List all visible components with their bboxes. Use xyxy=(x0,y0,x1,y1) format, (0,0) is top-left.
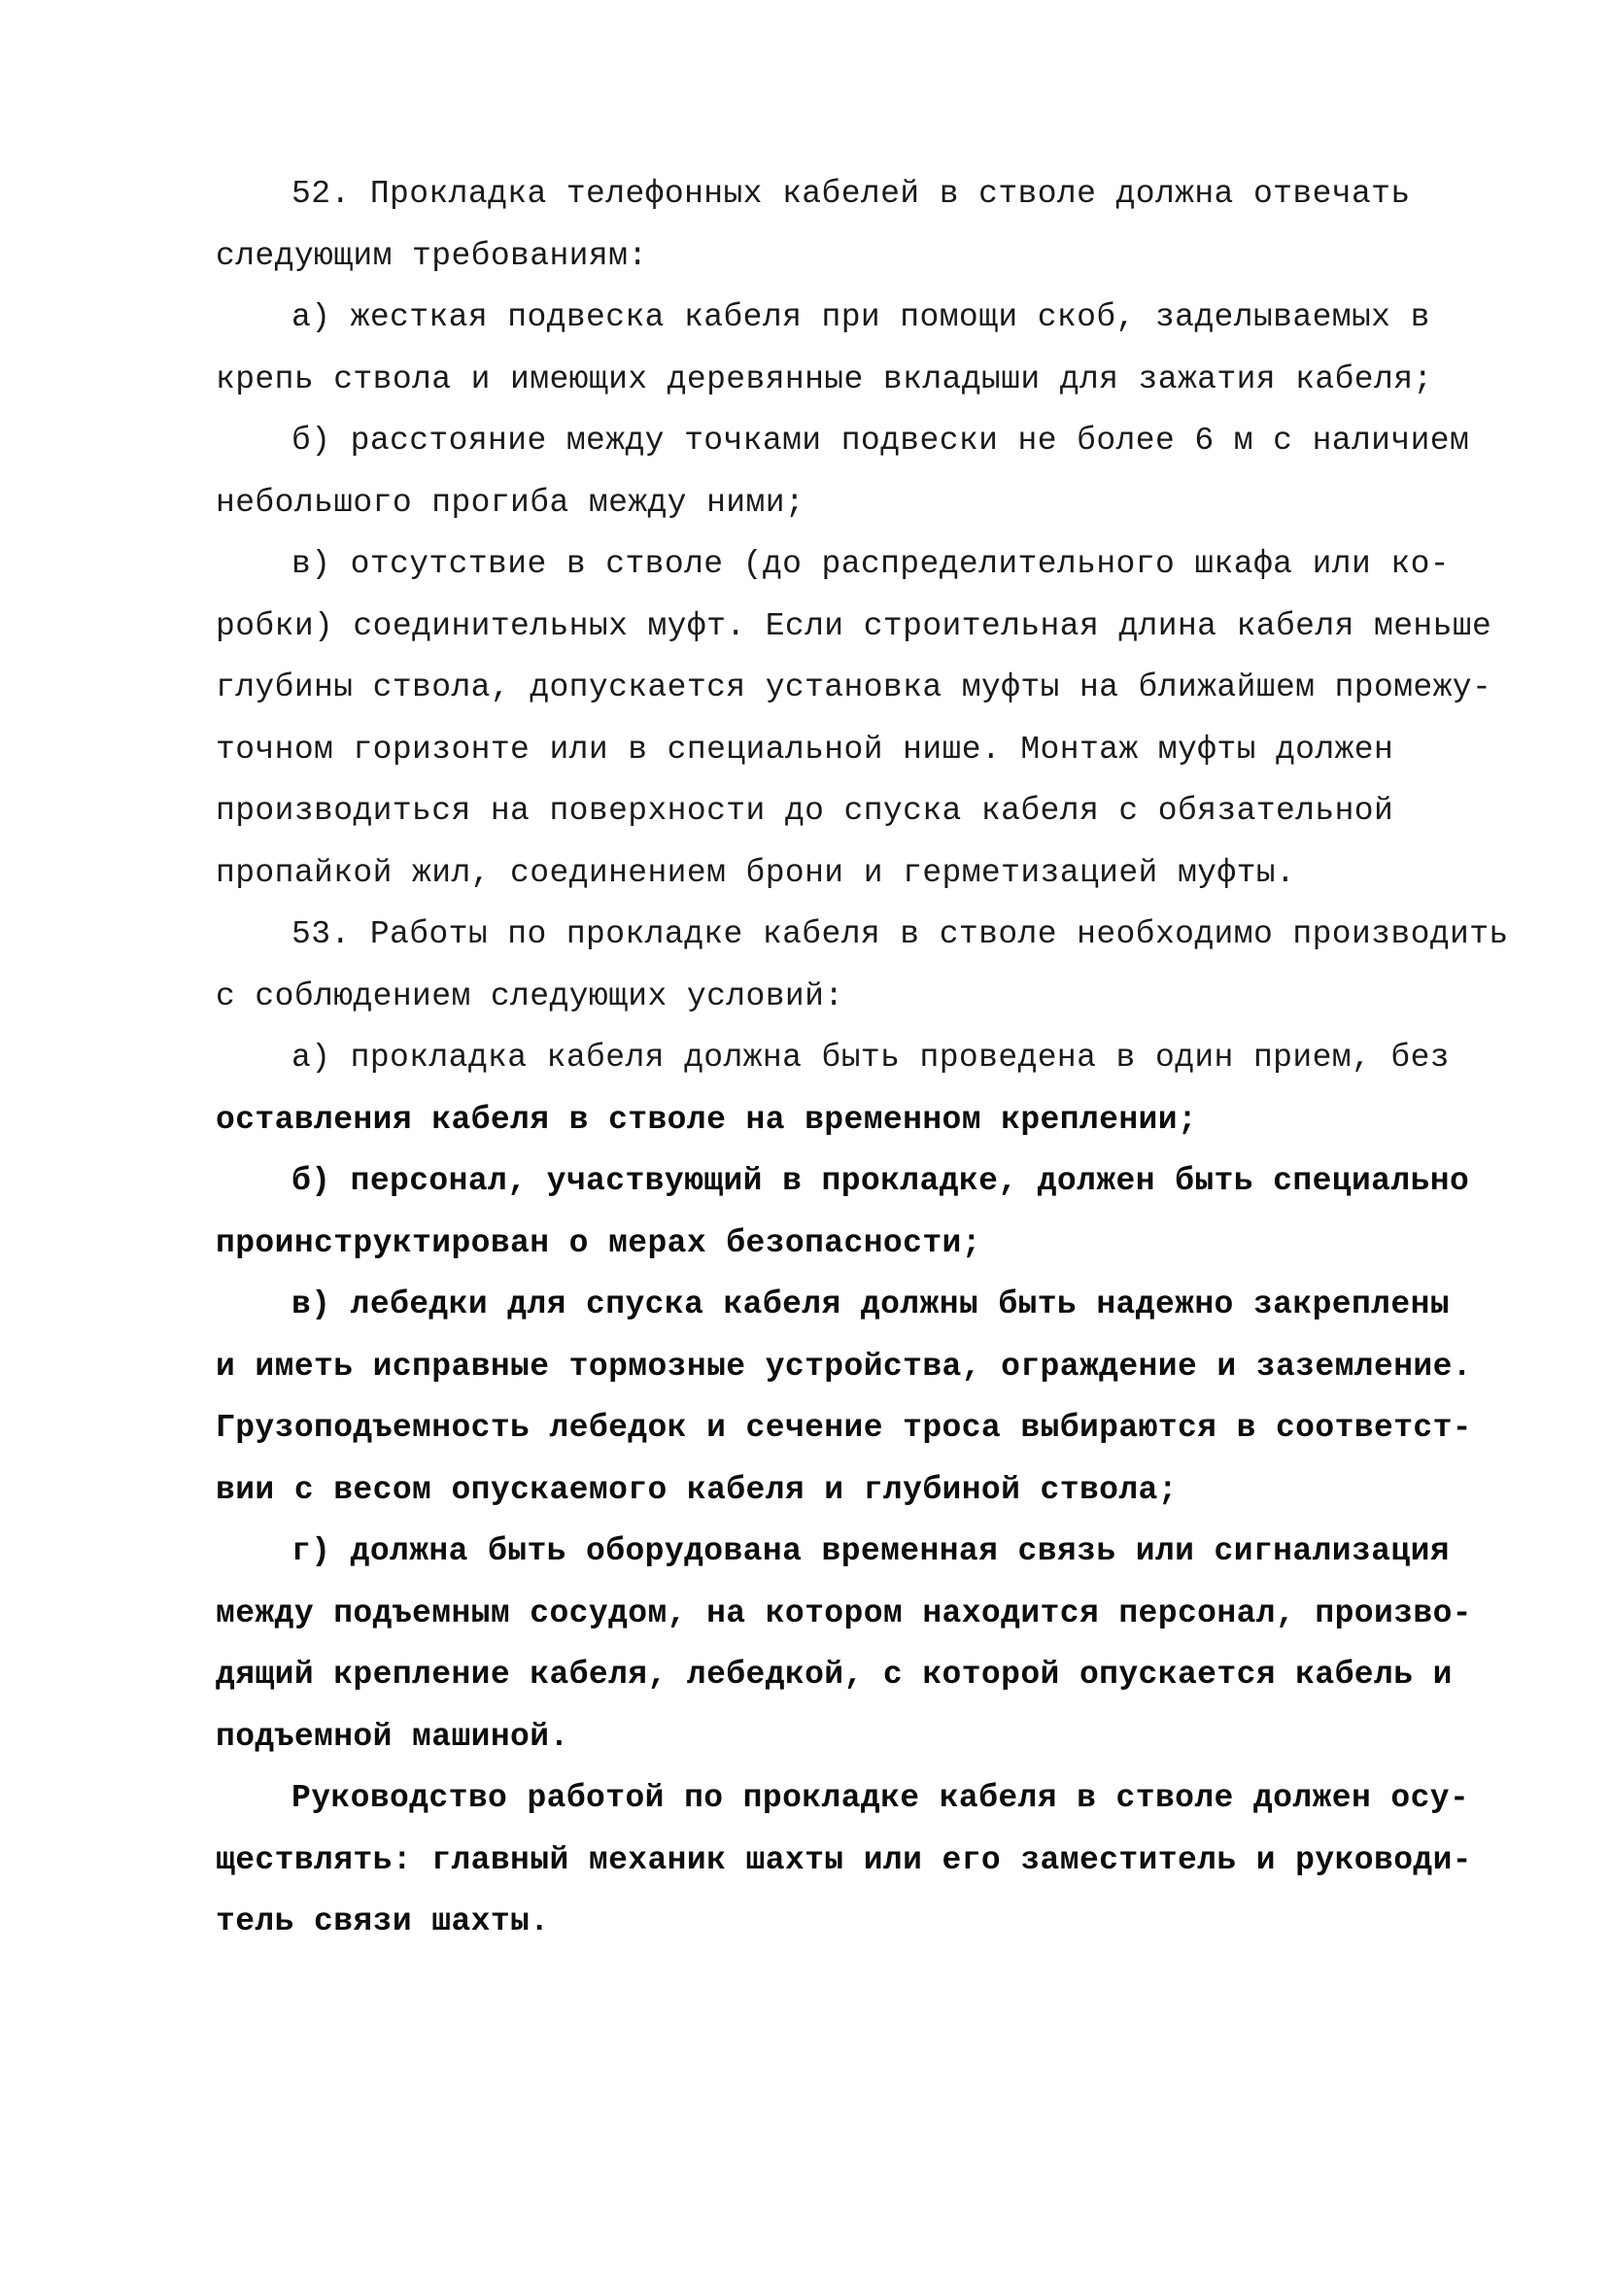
text-line: в) отсутствие в стволе (до распределительного шкафа или ко- xyxy=(291,546,1450,582)
text-line: тель связи шахты. xyxy=(216,1903,550,1939)
text-line: 52. Прокладка телефонных кабелей в стволе должна отвечать xyxy=(291,176,1411,212)
text-line: а) жесткая подвеска кабеля при помощи скоб, заделываемых в xyxy=(291,299,1430,335)
text-line: между подъемным сосудом, на котором находится персонал, произво- xyxy=(216,1594,1473,1631)
text-line: а) прокладка кабеля должна быть проведена в один прием, без xyxy=(291,1040,1450,1076)
text-line: Руководство работой по прокладке кабеля в стволе должен осу- xyxy=(291,1780,1470,1816)
text-line: глубины ствола, допускается установка муфты на ближайшем промежу- xyxy=(216,669,1492,705)
text-line: вии с весом опускаемого кабеля и глубиной ствола; xyxy=(216,1471,1178,1508)
text-line: 53. Работы по прокладке кабеля в стволе необходимо производить xyxy=(291,916,1509,952)
paragraph-52-a xyxy=(216,287,1440,410)
text-line: ществлять: главный механик шахты или его заместитель и руководи- xyxy=(216,1841,1473,1878)
paragraph-53-a xyxy=(216,1027,1450,1150)
paragraph-52-b xyxy=(216,410,1470,533)
paragraph-supervision xyxy=(216,1767,1473,1953)
text-line: робки) соединительных муфт. Если строительная длина кабеля меньше xyxy=(216,607,1492,644)
text-line: следующим требованиям: xyxy=(216,237,648,274)
paragraph-53-v xyxy=(216,1274,1473,1521)
text-line: точном горизонте или в специальной нише. Монтаж муфты должен xyxy=(216,731,1394,768)
text-line: с соблюдением следующих условий: xyxy=(216,977,844,1014)
text-line: пропайкой жил, соединением брони и герметизацией муфты. xyxy=(216,854,1296,891)
paragraph-53-b xyxy=(216,1150,1470,1274)
text-line: подъемной машиной. xyxy=(216,1718,569,1755)
document-body xyxy=(216,163,1509,1953)
text-line: производиться на поверхности до спуска кабеля с обязательной xyxy=(216,793,1394,829)
paragraph-53-g xyxy=(216,1521,1473,1767)
paragraph-53 xyxy=(216,904,1509,1027)
text-line: б) персонал, участвующий в прокладке, должен быть специально xyxy=(291,1163,1470,1199)
text-line: б) расстояние между точками подвески не более 6 м с наличием xyxy=(291,423,1470,459)
text-line: оставления кабеля в стволе на временном креплении; xyxy=(216,1101,1198,1138)
text-line: Грузоподъемность лебедок и сечение троса выбираются в соответст- xyxy=(216,1410,1473,1446)
text-line: в) лебедки для спуска кабеля должны быть надежно закреплены xyxy=(291,1286,1450,1322)
text-line: небольшого прогиба между ними; xyxy=(216,484,805,521)
text-line: крепь ствола и имеющих деревянные вкладыши для зажатия кабеля; xyxy=(216,360,1433,397)
text-line: и иметь исправные тормозные устройства, ограждение и заземление. xyxy=(216,1348,1473,1385)
paragraph-52 xyxy=(216,163,1440,287)
text-line: дящий крепление кабеля, лебедкой, с которой опускается кабель и xyxy=(216,1657,1453,1693)
paragraph-52-v xyxy=(216,533,1492,904)
text-line: г) должна быть оборудована временная связь или сигнализация xyxy=(291,1533,1450,1569)
text-line: проинструктирован о мерах безопасности; xyxy=(216,1224,981,1261)
